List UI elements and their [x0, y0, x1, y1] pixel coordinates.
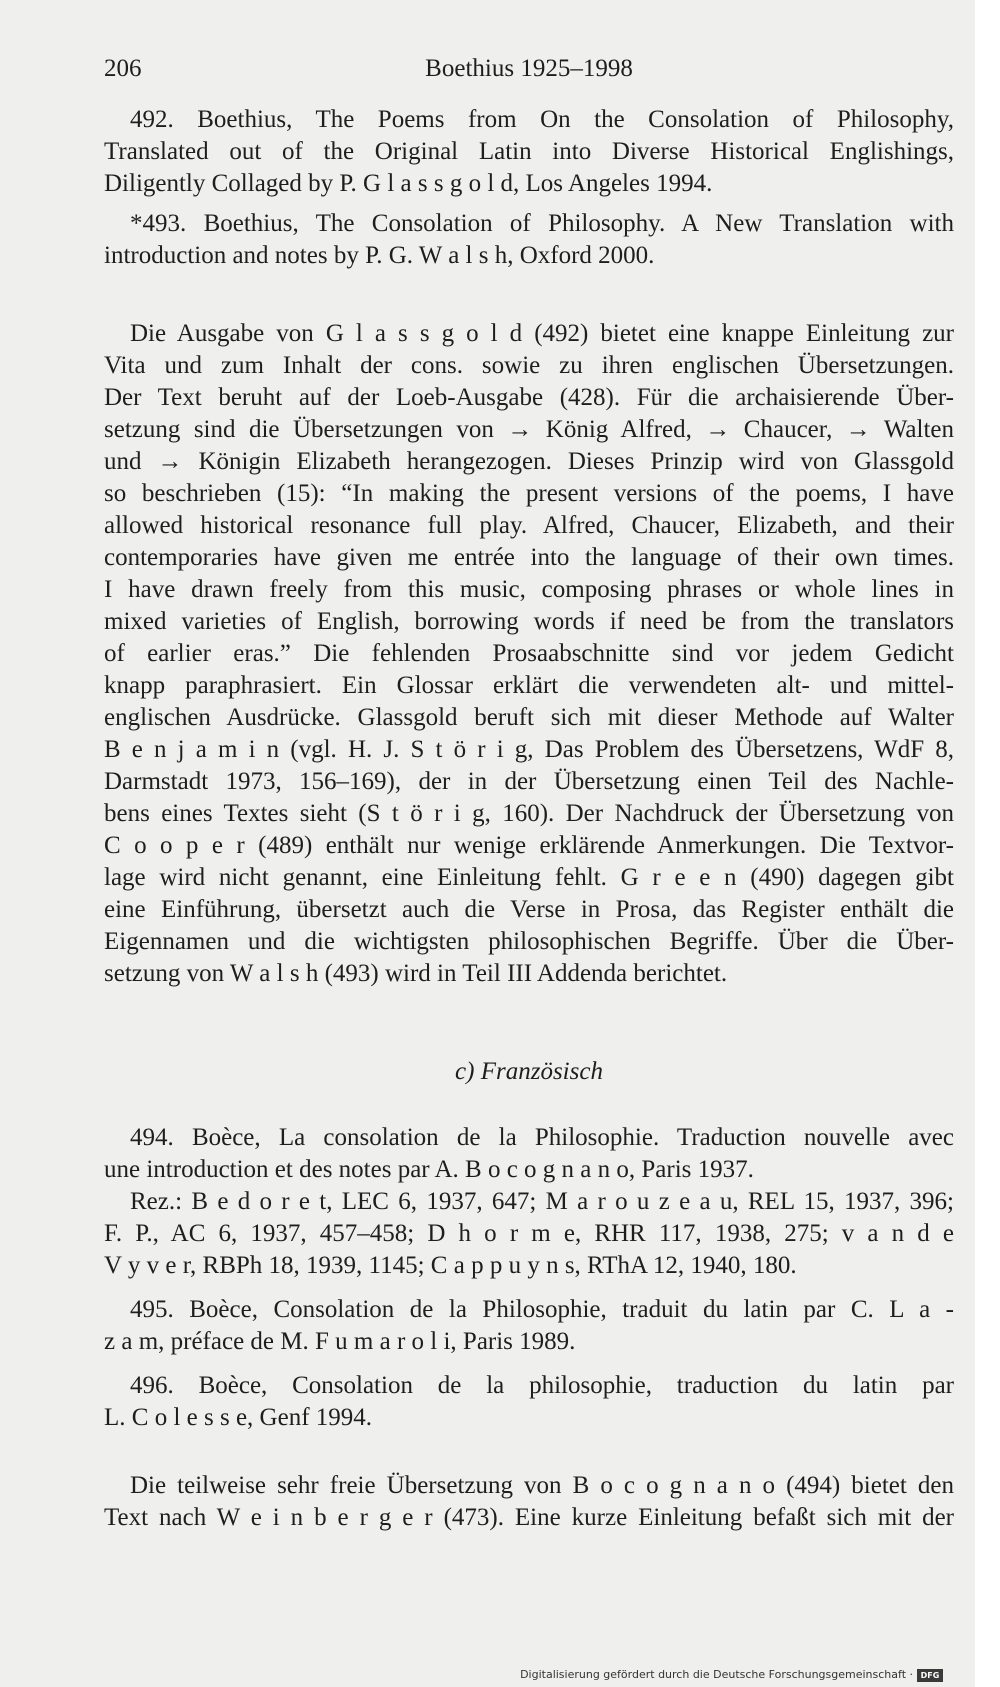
commentary-french-line: Die teilweise sehr freie Übersetzung von B o c o g n a n o (494) bietet den [130, 1472, 954, 1499]
running-title: Boethius 1925–1998 [425, 55, 633, 82]
commentary-line: lage wird nicht genannt, eine Einleitung fehlt. G r e e n (490) dagegen gibt [104, 864, 954, 891]
commentary-line: englischen Ausdrücke. Glassgold beruft sich mit dieser Methode auf Walter [104, 704, 954, 731]
commentary-line: Eigennamen und die wichtigsten philosophischen Begriffe. Über die Über- [104, 928, 954, 955]
commentary-line: setzung von W a l s h (493) wird in Teil III Addenda berichtet. [104, 960, 728, 987]
entry-495-line-1: 495. Boèce, Consolation de la Philosophie, traduit du latin par C. L a - [130, 1296, 954, 1323]
entry-493-line-2: introduction and notes by P. G. W a l s h, Oxford 2000. [104, 242, 655, 269]
entry-495-line-2: z a m, préface de M. F u m a r o l i, Paris 1989. [104, 1328, 576, 1355]
commentary-line: bens eines Textes sieht (S t ö r i g, 160). Der Nachdruck der Übersetzung von [104, 800, 954, 827]
commentary-line: C o o p e r (489) enthält nur wenige erklärende Anmerkungen. Die Textvor- [104, 832, 954, 859]
footer-text: Digitalisierung gefördert durch die Deutsche Forschungsgemeinschaft · [520, 1668, 913, 1681]
commentary-line: Darmstadt 1973, 156–169), der in der Übersetzung einen Teil des Nachle- [104, 768, 954, 795]
commentary-line: Der Text beruht auf der Loeb-Ausgabe (428). Für die archaisierende Über- [104, 384, 954, 411]
entry-494-line-2: une introduction et des notes par A. B o c o g n a n o, Paris 1937. [104, 1156, 754, 1183]
commentary-line: so beschrieben (15): “In making the present versions of the poems, I have [104, 480, 954, 507]
dfg-logo-icon: DFG [917, 1669, 943, 1682]
entry-494-line-1: 494. Boèce, La consolation de la Philosophie. Traduction nouvelle avec [130, 1124, 954, 1151]
commentary-line: knapp paraphrasiert. Ein Glossar erklärt die verwendeten alt- und mittel- [104, 672, 954, 699]
page-header [104, 52, 954, 86]
commentary-line: contemporaries have given me entrée into the language of their own times. [104, 544, 954, 571]
page-number: 206 [104, 55, 142, 82]
commentary-line: setzung sind die Übersetzungen von → König Alfred, → Chaucer, → Walten [104, 416, 954, 443]
entry-492-line-2: Translated out of the Original Latin into Diverse Historical Englishings, [104, 138, 954, 165]
entry-496-line-1: 496. Boèce, Consolation de la philosophie, traduction du latin par [130, 1372, 954, 1399]
review-line-3: V y v e r, RBPh 18, 1939, 1145; C a p p u y n s, RThA 12, 1940, 180. [104, 1252, 797, 1279]
commentary-line: Die Ausgabe von G l a s s g o l d (492) bietet eine knappe Einleitung zur [130, 320, 954, 347]
commentary-line: und → Königin Elizabeth herangezogen. Dieses Prinzip wird von Glassgold [104, 448, 954, 475]
commentary-line: eine Einführung, übersetzt auch die Verse in Prosa, das Register enthält die [104, 896, 954, 923]
review-line-1: Rez.: B e d o r e t, LEC 6, 1937, 647; M a r o u z e a u, REL 15, 1937, 396; [130, 1188, 954, 1215]
commentary-line: mixed varieties of English, borrowing words if need be from the translators [104, 608, 954, 635]
commentary-line: I have drawn freely from this music, composing phrases or whole lines in [104, 576, 954, 603]
entry-496-line-2: L. C o l e s s e, Genf 1994. [104, 1404, 373, 1431]
entry-492-line-1: 492. Boethius, The Poems from On the Consolation of Philosophy, [130, 106, 954, 133]
entry-493-line-1: *493. Boethius, The Consolation of Philosophy. A New Translation with [130, 210, 954, 237]
page-margin-strip [975, 0, 1000, 1687]
section-heading: c) Französisch [455, 1058, 603, 1085]
commentary-line: Vita und zum Inhalt der cons. sowie zu ihren englischen Übersetzungen. [104, 352, 954, 379]
commentary-line: B e n j a m i n (vgl. H. J. S t ö r i g, Das Problem des Übersetzens, WdF 8, [104, 736, 954, 763]
commentary-line: of earlier eras.” Die fehlenden Prosaabschnitte sind vor jedem Gedicht [104, 640, 954, 667]
commentary-line: allowed historical resonance full play. Alfred, Chaucer, Elizabeth, and their [104, 512, 954, 539]
digitization-footer [520, 1667, 943, 1683]
entry-492-line-3: Diligently Collaged by P. G l a s s g o l d, Los Angeles 1994. [104, 170, 713, 197]
review-line-2: F. P., AC 6, 1937, 457–458; D h o r m e, RHR 117, 1938, 275; v a n d e [104, 1220, 954, 1247]
commentary-french-line: Text nach W e i n b e r g e r (473). Eine kurze Einleitung befaßt sich mit der [104, 1504, 954, 1531]
